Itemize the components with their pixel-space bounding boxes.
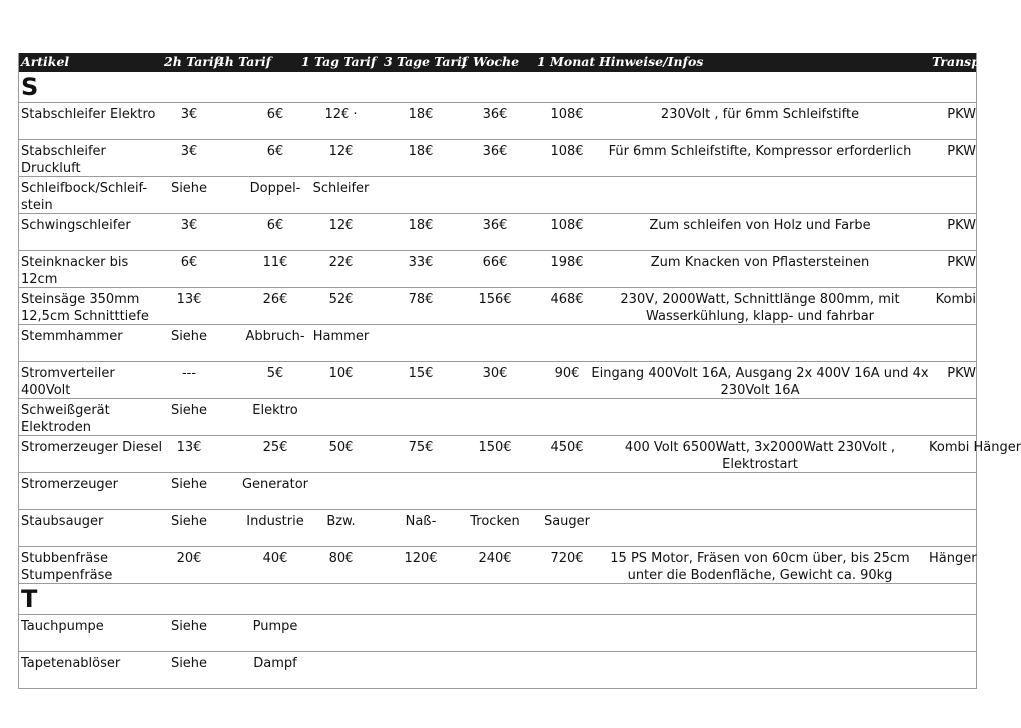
cell-1-tag: 12€ ·: [324, 107, 358, 122]
cell-3-tage: 78€: [408, 292, 434, 307]
header-1-monat: 1 Monat: [537, 54, 596, 69]
header-2h-tarif: 2h Tarif: [164, 54, 220, 69]
cell-2h: 13€: [176, 440, 202, 455]
cell-3-tage: 33€: [408, 255, 434, 270]
cell-1-tag: 12€: [328, 218, 354, 233]
table-row: [19, 510, 976, 547]
cell-4h: Dampf: [253, 656, 297, 671]
cell-4h: Doppel-: [249, 181, 301, 196]
cell-1-monat: 450€: [550, 440, 584, 455]
table-row: [19, 473, 976, 510]
header-3-tage-tarif: 3 Tage Tarif: [384, 54, 468, 69]
cell-1-tag: 12€: [328, 144, 354, 159]
cell-4h: 6€: [266, 107, 284, 122]
cell-4h: 11€: [262, 255, 288, 270]
cell-1-woche: 30€: [482, 366, 508, 381]
cell-1-tag: 52€: [328, 292, 354, 307]
cell-3-tage: Naß-: [405, 514, 437, 529]
cell-1-tag: Hammer: [312, 329, 370, 344]
cell-3-tage: 15€: [408, 366, 434, 381]
cell-2h: Siehe: [170, 477, 208, 492]
header-hinweise: Hinweise/Infos: [599, 54, 704, 69]
cell-4h: 40€: [262, 551, 288, 566]
cell-3-tage: 18€: [408, 144, 434, 159]
cell-2h: Siehe: [170, 619, 208, 634]
cell-1-tag: Bzw.: [326, 514, 356, 529]
item-name: Stromverteiler 400Volt: [21, 366, 115, 398]
table-row: [19, 177, 976, 214]
item-info: Zum Knacken von Pflastersteinen: [650, 255, 870, 270]
cell-2h: 20€: [176, 551, 202, 566]
item-name: Stromerzeuger: [21, 477, 119, 492]
cell-1-monat: 198€: [550, 255, 584, 270]
cell-3-tage: 75€: [408, 440, 434, 455]
table-row: [19, 436, 1021, 473]
cell-1-tag: 10€: [328, 366, 354, 381]
item-transport: PKW: [947, 107, 976, 122]
table-row: [19, 615, 976, 652]
table-row: [19, 288, 976, 325]
cell-4h: Abbruch-: [245, 329, 305, 344]
cell-4h: 6€: [266, 218, 284, 233]
cell-2h: Siehe: [170, 403, 208, 418]
cell-4h: 5€: [266, 366, 284, 381]
cell-2h: Siehe: [170, 514, 208, 529]
cell-1-woche: 36€: [482, 107, 508, 122]
header-artikel: Artikel: [21, 54, 70, 69]
item-name: Tauchpumpe: [21, 619, 104, 634]
cell-1-woche: 36€: [482, 218, 508, 233]
cell-4h: Industrie: [246, 514, 304, 529]
cell-4h: Pumpe: [252, 619, 298, 634]
item-transport: PKW: [947, 255, 976, 270]
item-info: Zum schleifen von Holz und Farbe: [649, 218, 871, 233]
table-row: [19, 362, 976, 399]
item-name: Schwingschleifer: [21, 218, 131, 233]
item-name: Stubbenfräse Stumpenfräse: [21, 551, 113, 583]
cell-1-monat: 90€: [554, 366, 580, 381]
cell-2h: Siehe: [170, 656, 208, 671]
cell-2h: ---: [181, 366, 197, 381]
cell-1-tag: Schleifer: [312, 181, 370, 196]
item-transport: PKW: [947, 144, 976, 159]
cell-1-monat: 468€: [550, 292, 584, 307]
item-name: Tapetenablöser: [21, 656, 121, 671]
header-1-tag-tarif: 1 Tag Tarif: [301, 54, 377, 69]
item-info: 400 Volt 6500Watt, 3x2000Watt 230Volt , Elektrostart: [624, 440, 896, 472]
cell-4h: 25€: [262, 440, 288, 455]
cell-1-tag: 80€: [328, 551, 354, 566]
table-row: [19, 103, 976, 140]
table-row: [19, 325, 976, 362]
cell-1-woche: 150€: [478, 440, 512, 455]
cell-4h: 26€: [262, 292, 288, 307]
cell-1-tag: 22€: [328, 255, 354, 270]
cell-4h: Elektro: [252, 403, 298, 418]
item-transport: Kombi: [935, 292, 976, 307]
cell-2h: Siehe: [170, 181, 208, 196]
cell-4h: 6€: [266, 144, 284, 159]
table-header: [19, 53, 985, 72]
cell-1-monat: Sauger: [543, 514, 591, 529]
header-4h-tarif: 4h Tarif: [216, 54, 272, 69]
header-1-woche: 1 Woche: [460, 54, 520, 69]
cell-1-monat: 108€: [550, 144, 584, 159]
table-body: [19, 72, 1021, 688]
cell-1-woche: 156€: [478, 292, 512, 307]
table-row: [19, 214, 976, 251]
table-row: [19, 140, 976, 177]
cell-1-monat: 108€: [550, 107, 584, 122]
cell-2h: Siehe: [170, 329, 208, 344]
section-letter: S: [19, 72, 976, 103]
cell-1-woche: 36€: [482, 144, 508, 159]
cell-2h: 6€: [180, 255, 198, 270]
item-name: Stabschleifer Druckluft: [21, 144, 106, 176]
header-transp: Transp.: [932, 54, 985, 69]
cell-2h: 3€: [180, 144, 198, 159]
table-row: [19, 652, 976, 688]
table-row: [19, 547, 976, 584]
table-row: [19, 251, 976, 288]
item-transport: Kombi Hänger: [929, 440, 1021, 455]
item-info: 15 PS Motor, Fräsen von 60cm über, bis 25cm unter die Bodenfläche, Gewicht ca. 90kg: [610, 551, 910, 583]
cell-3-tage: 18€: [408, 107, 434, 122]
rental-price-table: [18, 53, 1021, 689]
item-transport: PKW: [947, 218, 976, 233]
cell-2h: 3€: [180, 107, 198, 122]
item-name: Steinsäge 350mm 12,5cm Schnitttiefe: [21, 292, 149, 324]
cell-3-tage: 120€: [404, 551, 438, 566]
item-info: 230V, 2000Watt, Schnittlänge 800mm, mit Wasserkühlung, klapp- und fahrbar: [620, 292, 900, 324]
item-name: Schleifbock/Schleif-stein: [21, 181, 148, 213]
item-name: Schweißgerät Elektroden: [21, 403, 110, 435]
item-name: Steinknacker bis 12cm: [21, 255, 129, 287]
item-name: Stabschleifer Elektro: [21, 107, 156, 122]
item-transport: PKW: [947, 366, 976, 381]
cell-1-tag: 50€: [328, 440, 354, 455]
cell-1-woche: 66€: [482, 255, 508, 270]
cell-2h: 13€: [176, 292, 202, 307]
item-transport: Hänger: [929, 551, 977, 566]
item-info: Eingang 400Volt 16A, Ausgang 2x 400V 16A und 4x 230Volt 16A: [591, 366, 929, 398]
cell-1-woche: Trocken: [470, 514, 520, 529]
cell-1-monat: 108€: [550, 218, 584, 233]
cell-1-woche: 240€: [478, 551, 512, 566]
item-name: Staubsauger: [21, 514, 104, 529]
cell-3-tage: 18€: [408, 218, 434, 233]
cell-2h: 3€: [180, 218, 198, 233]
item-info: 230Volt , für 6mm Schleifstifte: [660, 107, 860, 122]
table-row: [19, 399, 976, 436]
item-name: Stemmhammer: [21, 329, 123, 344]
cell-1-monat: 720€: [550, 551, 584, 566]
item-info: Für 6mm Schleifstifte, Kompressor erforderlich: [608, 144, 912, 159]
cell-4h: Generator: [241, 477, 308, 492]
section-letter: T: [19, 584, 976, 615]
item-name: Stromerzeuger Diesel: [21, 440, 163, 455]
